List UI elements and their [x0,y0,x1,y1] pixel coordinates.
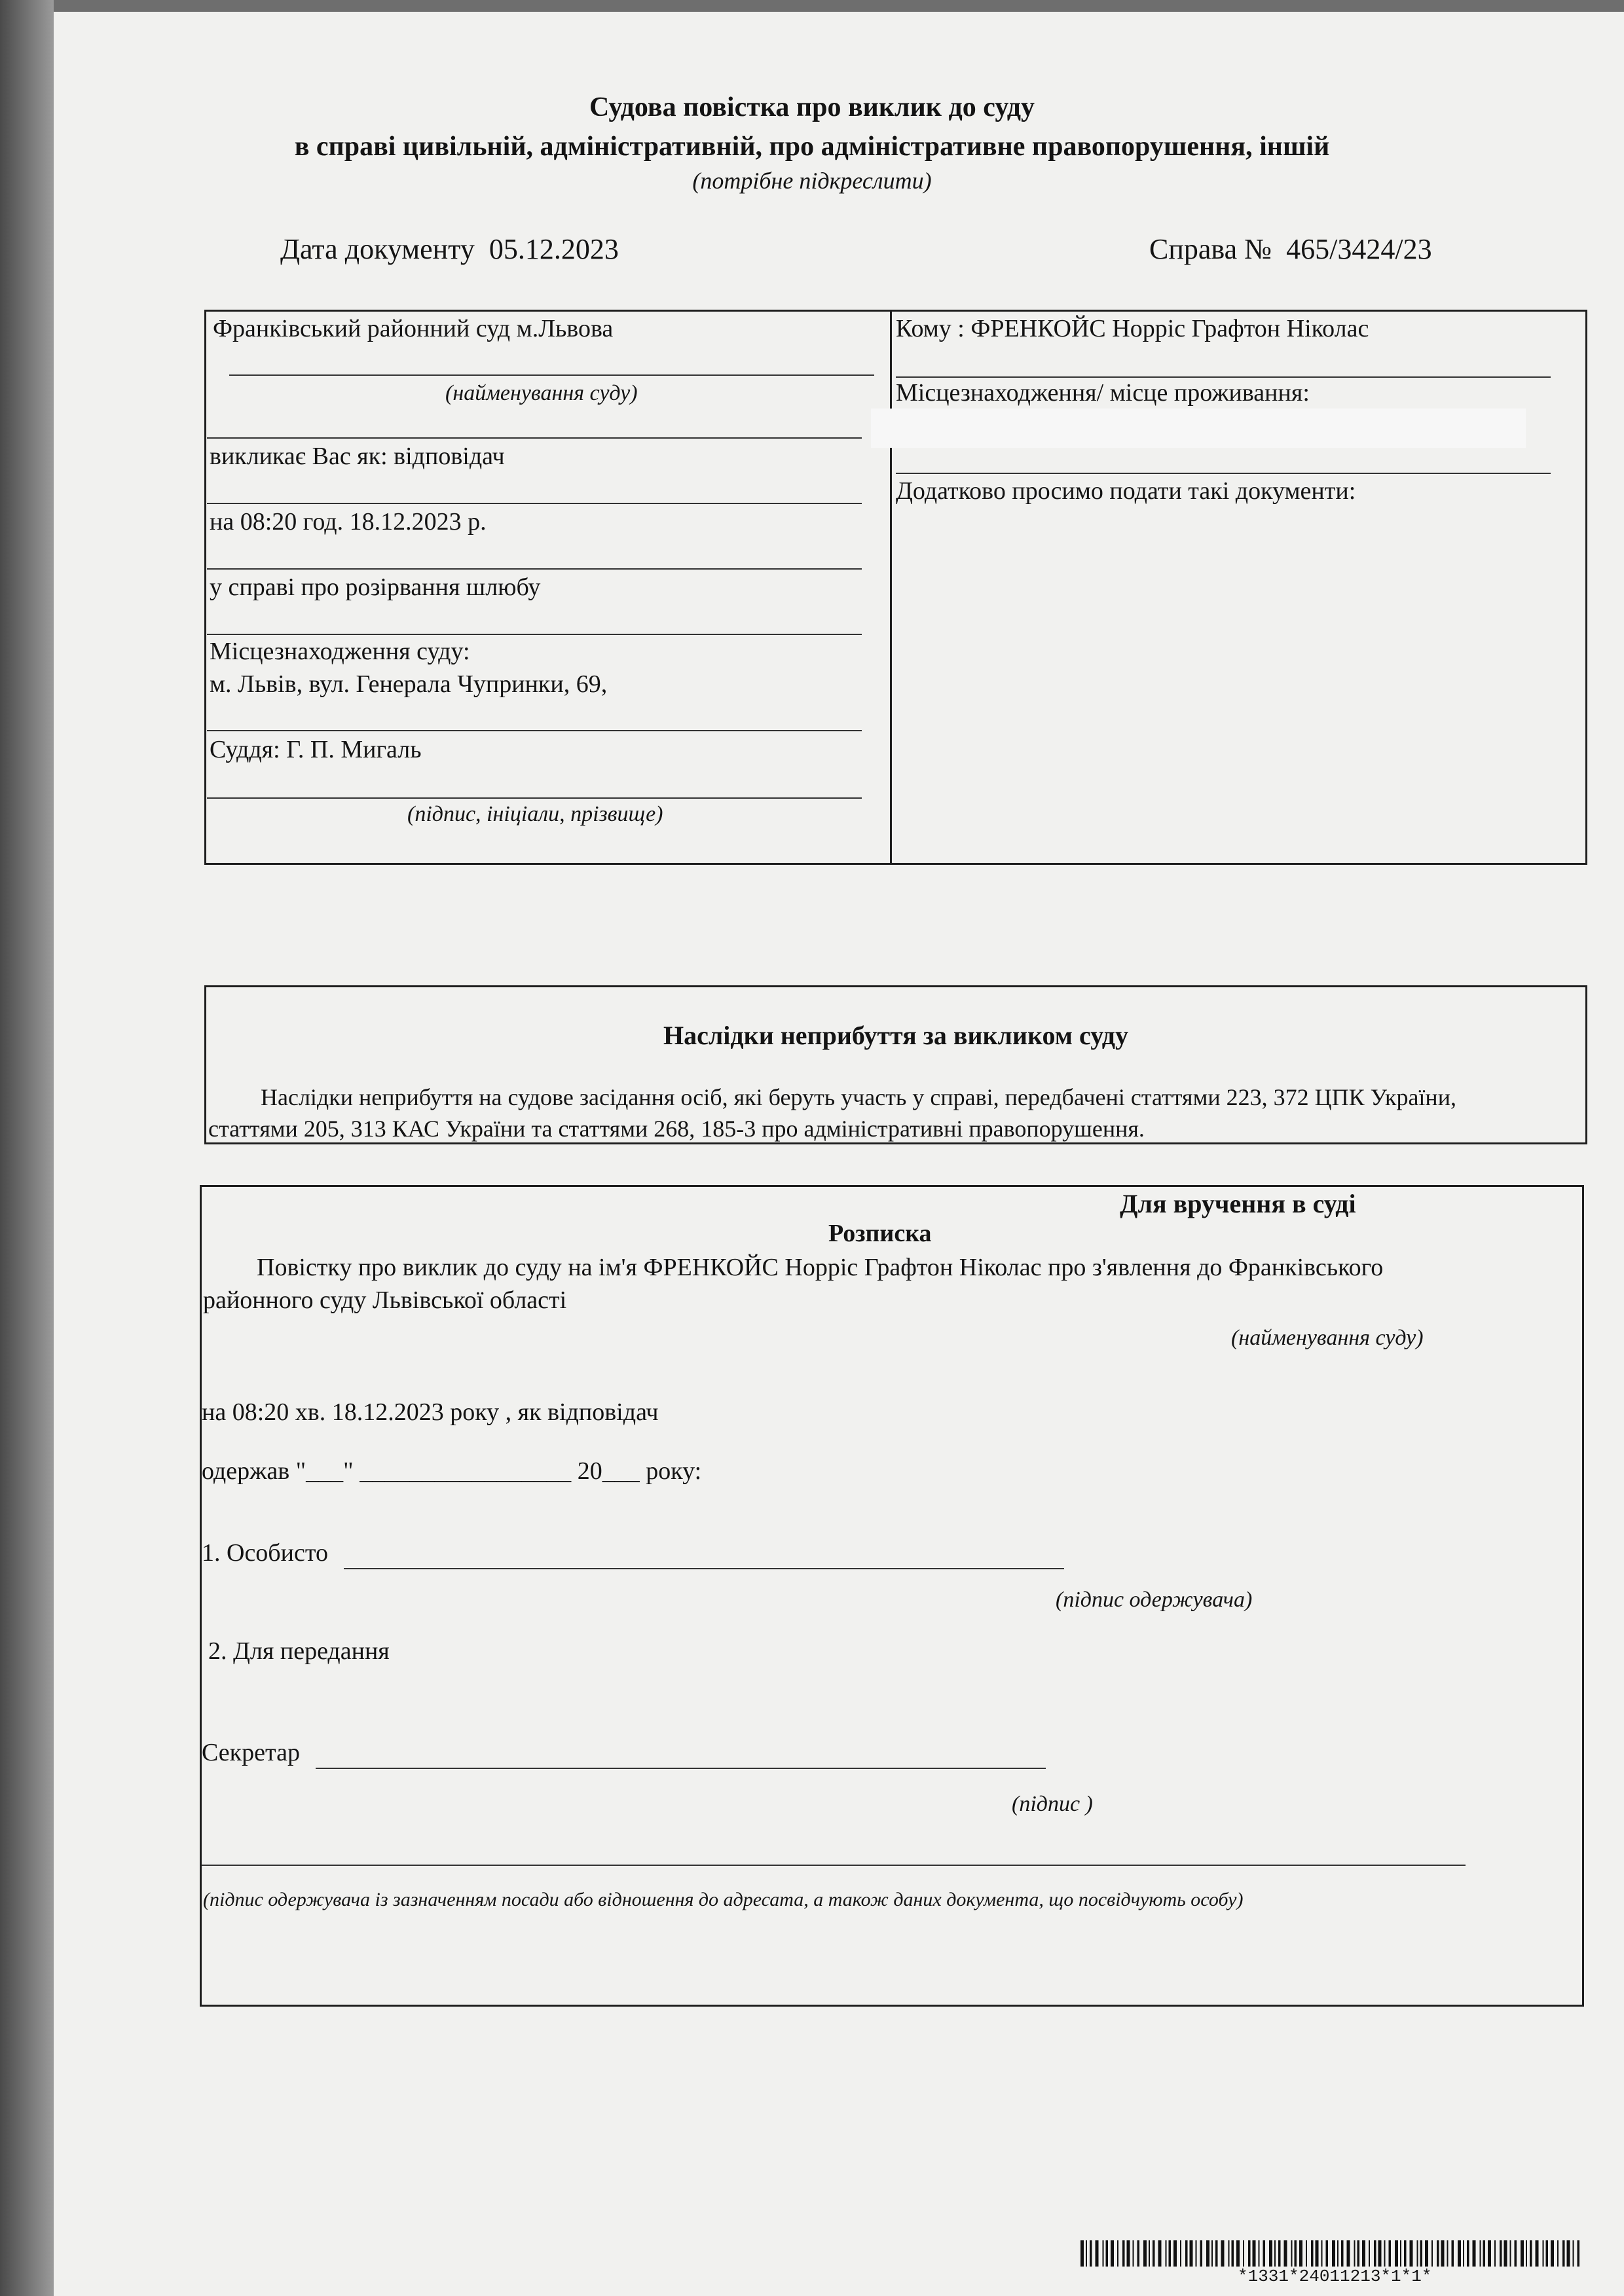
case-value: 465/3424/23 [1286,233,1432,265]
court-location-label: Місцезнаходження суду: [210,638,470,665]
summons-as: викликає Вас як: відповідач [210,443,505,470]
personally: 1. Особисто [202,1539,328,1567]
consequences-text-1: Наслідки неприбуття на судове засідання осіб, які беруть участь у справі, передбачені статтями 223, 372 ЦПК України, [261,1084,1456,1110]
sign-caption: (підпис ) [1012,1792,1093,1816]
receipt-heading: Розписка [828,1220,932,1247]
rule [896,473,1551,474]
receipt-time: на 08:20 хв. 18.12.2023 року , як відповідач [202,1398,659,1426]
title-line-1: Судова повістка про виклик до суду [589,92,1035,122]
received-date: одержав "___" _________________ 20___ року: [202,1457,702,1485]
barcode-text: *1331*24011213*1*1* [1238,2267,1432,2286]
transfer: 2. Для передання [208,1637,390,1665]
rule [344,1568,1064,1569]
barcode [1080,2240,1585,2267]
rule [207,437,862,439]
case-number [1149,232,1432,266]
rule [207,797,862,799]
consequences-text-2: статтями 205, 313 КАС України та статтями 268, 185-3 про адміністративні правопорушення. [208,1116,1145,1142]
date-value: 05.12.2023 [489,233,619,265]
hearing-time: на 08:20 год. 18.12.2023 р. [210,508,487,536]
redacted-address [871,409,1526,448]
judge: Суддя: Г. П. Мигаль [210,736,422,763]
rule [229,374,874,376]
rule [207,503,862,504]
address-label: Місцезнаходження/ місце проживання: [896,379,1310,407]
bottom-caption: (підпис одержувача із зазначенням посади або відношення до адресата, а також даних документа, що посвідчують особу) [203,1889,1244,1910]
court-location-value: м. Львів, вул. Генерала Чупринки, 69, [210,670,608,698]
receipt-court-caption: (найменування суду) [1231,1326,1424,1350]
subtitle: (потрібне підкреслити) [692,168,932,194]
date-label: Дата документу [280,233,475,265]
rule [207,568,862,570]
documents-label: Додатково просимо подати такі документи: [896,477,1356,505]
rule [896,376,1551,378]
rule [316,1768,1046,1769]
title-line-2: в справі цивільній, адміністративній, про адміністративне правопорушення, іншій [294,132,1330,162]
document-date [280,232,619,266]
for-court: Для вручення в суді [1120,1189,1356,1218]
court-caption: (найменування суду) [445,381,638,405]
summons-divider [890,310,892,865]
signature-caption: (підпис, ініціали, прізвище) [407,802,663,826]
rule [207,730,862,731]
recipient: Кому : ФРЕНКОЙС Норріс Графтон Ніколас [896,315,1369,342]
secretary: Секретар [202,1739,300,1766]
court-name: Франківський районний суд м.Львова [213,315,614,342]
consequences-heading: Наслідки неприбуття за викликом суду [663,1021,1128,1050]
case-type: у справі про розірвання шлюбу [210,574,541,601]
scan-edge-top [0,0,1624,12]
case-label: Справа № [1149,233,1272,265]
receipt-line-2: районного суду Львівської області [203,1286,567,1314]
rule [207,634,862,635]
rule [202,1865,1466,1866]
receipt-line-1: Повістку про виклик до суду на ім'я ФРЕНКОЙС Норріс Графтон Ніколас про з'явлення до Франківського [257,1254,1384,1281]
recipient-caption: (підпис одержувача) [1056,1588,1253,1612]
scan-edge-left [0,0,54,2296]
